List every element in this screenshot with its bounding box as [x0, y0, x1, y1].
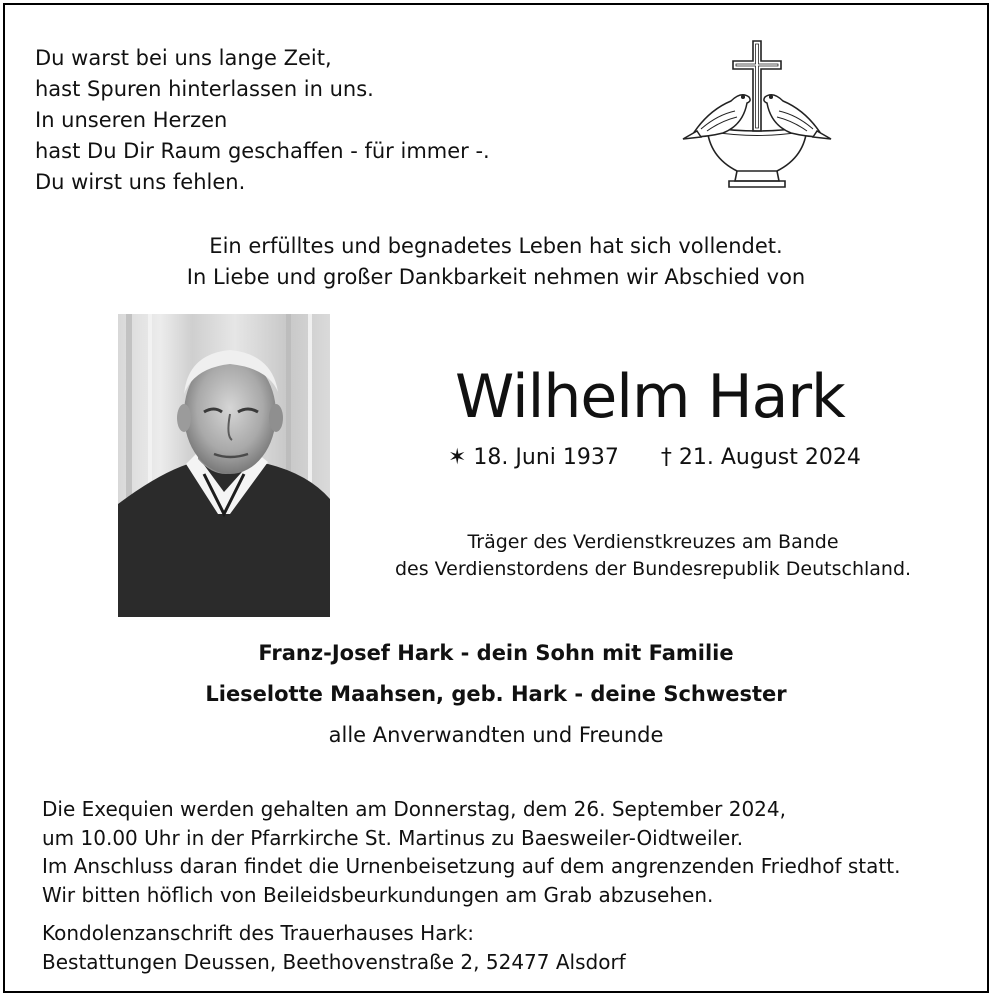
- poem-line: Du wirst uns fehlen.: [35, 170, 246, 194]
- death-date: † 21. August 2024: [660, 445, 861, 470]
- condolence-address: [42, 919, 626, 976]
- intro-text: [5, 231, 987, 293]
- contact-line: Kondolenzanschrift des Trauerhauses Hark:: [42, 921, 475, 945]
- cross-doves-font-icon: [677, 39, 837, 195]
- service-line: Die Exequien werden gehalten am Donnerstag, dem 26. September 2024,: [42, 797, 786, 821]
- service-line: Im Anschluss daran findet die Urnenbeisetzung auf dem angrenzenden Friedhof statt.: [42, 854, 901, 878]
- poem-line: hast Spuren hinterlassen in uns.: [35, 77, 374, 101]
- honor-line: Träger des Verdienstkreuzes am Bande: [467, 531, 839, 553]
- honor-text: [323, 529, 983, 583]
- obituary-notice: [3, 3, 989, 993]
- honor-line: des Verdienstordens der Bundesrepublik Deutschland.: [394, 558, 912, 580]
- intro-line: In Liebe und großer Dankbarkeit nehmen wir Abschied von: [186, 265, 806, 289]
- birth-date: ✶ 18. Juni 1937: [448, 445, 619, 470]
- contact-line: Bestattungen Deussen, Beethovenstraße 2, 52477 Alsdorf: [42, 949, 626, 974]
- poem-line: Du warst bei uns lange Zeit,: [35, 46, 332, 70]
- service-line: um 10.00 Uhr in der Pfarrkirche St. Martinus zu Baesweiler-Oidtweiler.: [42, 825, 744, 850]
- mourner-son: Franz-Josef Hark - dein Sohn mit Familie: [258, 641, 734, 665]
- mourners: [5, 637, 987, 760]
- poem-line: hast Du Dir Raum geschaffen - für immer -.: [35, 139, 490, 163]
- mourner-sister: Lieselotte Maahsen, geb. Hark - deine Schwester: [205, 682, 787, 706]
- intro-line: Ein erfülltes und begnadetes Leben hat sich vollendet.: [209, 234, 783, 258]
- deceased-name: Wilhelm Hark: [455, 362, 845, 432]
- service-info: [42, 795, 900, 909]
- poem: [35, 43, 490, 198]
- service-line: Wir bitten höflich von Beileidsbeurkundungen am Grab abzusehen.: [42, 882, 714, 907]
- life-dates: [448, 445, 861, 470]
- poem-line: In unseren Herzen: [35, 108, 228, 132]
- portrait-photo: [118, 314, 330, 617]
- mourner-others: alle Anverwandten und Freunde: [328, 723, 664, 747]
